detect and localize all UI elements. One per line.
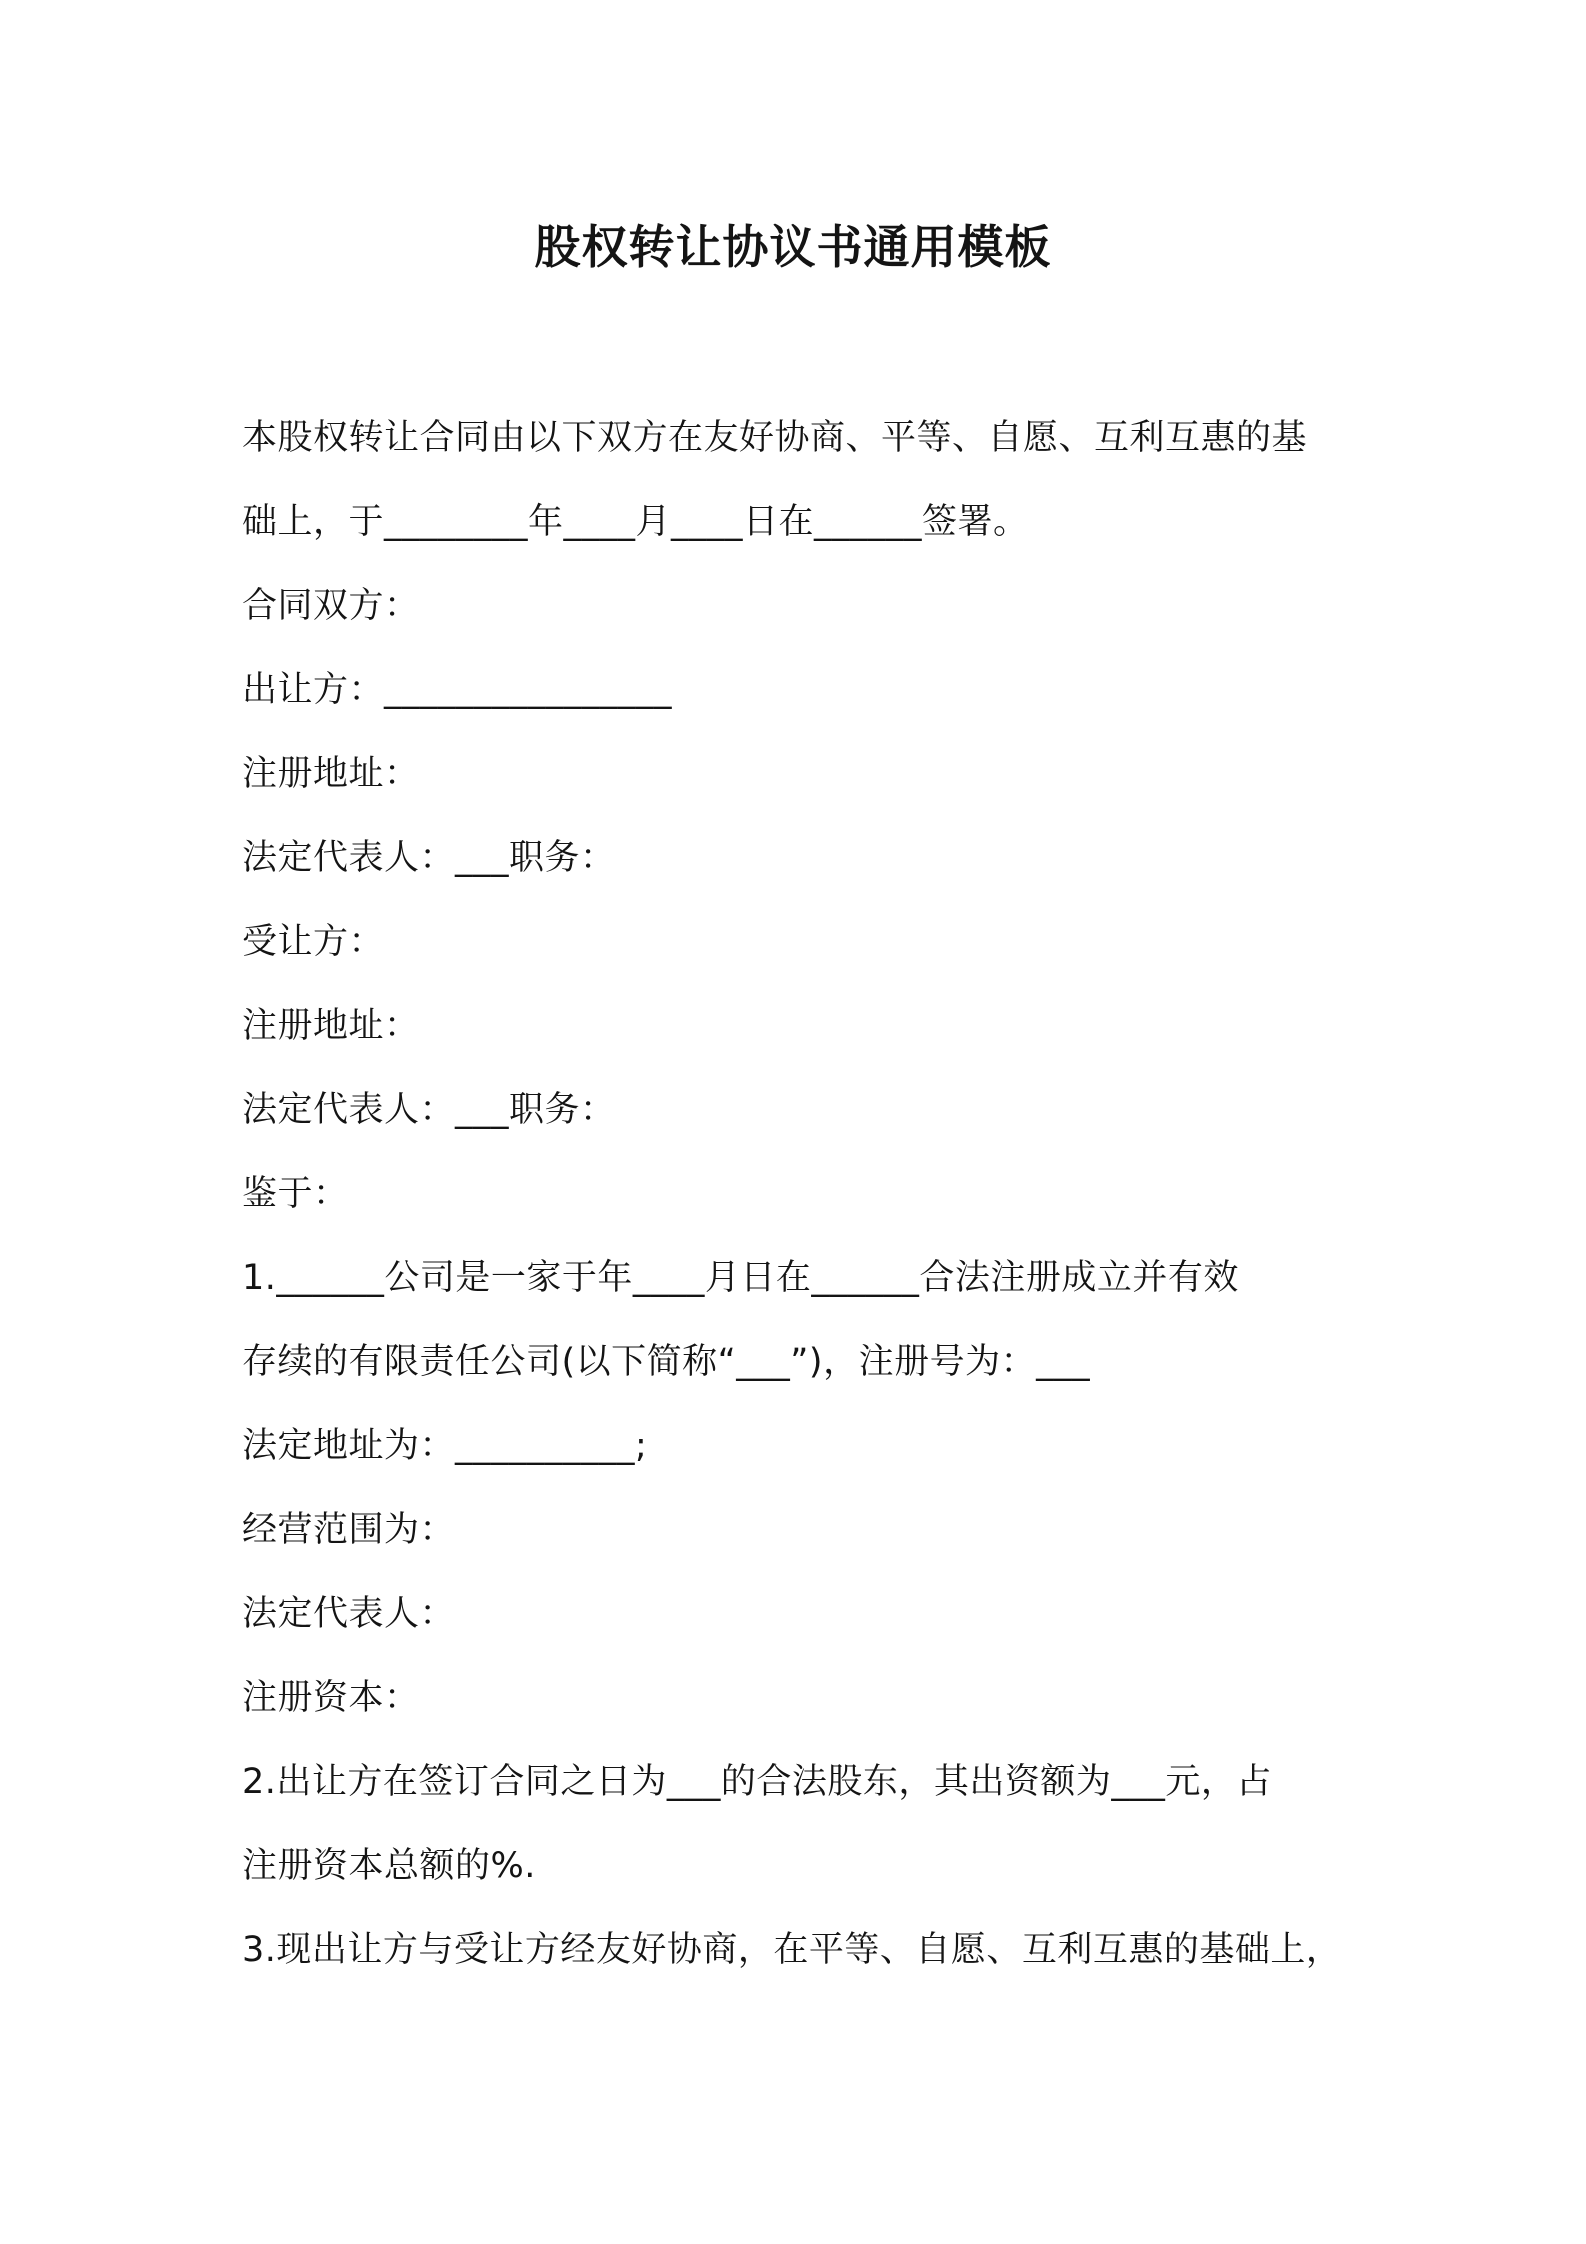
body-line-transferee: 受让方： [242,922,385,962]
body-line-transferor-rep: 法定代表人：___职务： [242,838,616,878]
body-line-parties: 合同双方： [242,586,420,626]
document-title: 股权转让协议书通用模板 [534,220,1052,274]
body-line-transferee-address: 注册地址： [242,1006,420,1046]
body-line-clause-2b: 注册资本总额的%. [242,1846,536,1886]
body-line-clause-2a: 2.出让方在签订合同之日为___的合法股东，其出资额为___元，占 [242,1762,1272,1802]
body-line-whereas: 鉴于： [242,1174,349,1214]
body-line-transferor: 出让方：________________ [242,670,673,710]
body-line-intro-2: 础上，于________年____月____日在______签署。 [242,502,1029,542]
body-line-intro-1: 本股权转让合同由以下双方在友好协商、平等、自愿、互利互惠的基 [242,418,1308,458]
body-line-clause-3: 3.现出让方与受让方经友好协商，在平等、自愿、互利互惠的基础上， [242,1930,1342,1970]
body-line-clause-1a: 1.______公司是一家于年____月日在______合法注册成立并有效 [242,1258,1239,1298]
body-line-legal-address: 法定地址为：__________; [242,1426,648,1466]
body-line-transferor-address: 注册地址： [242,754,420,794]
body-line-clause-1b: 存续的有限责任公司(以下简称“___”)，注册号为：___ [242,1342,1091,1382]
body-line-legal-rep: 法定代表人： [242,1594,456,1634]
body-line-business-scope: 经营范围为： [242,1510,456,1550]
body-line-transferee-rep: 法定代表人：___职务： [242,1090,616,1130]
body-line-registered-capital: 注册资本： [242,1678,420,1718]
